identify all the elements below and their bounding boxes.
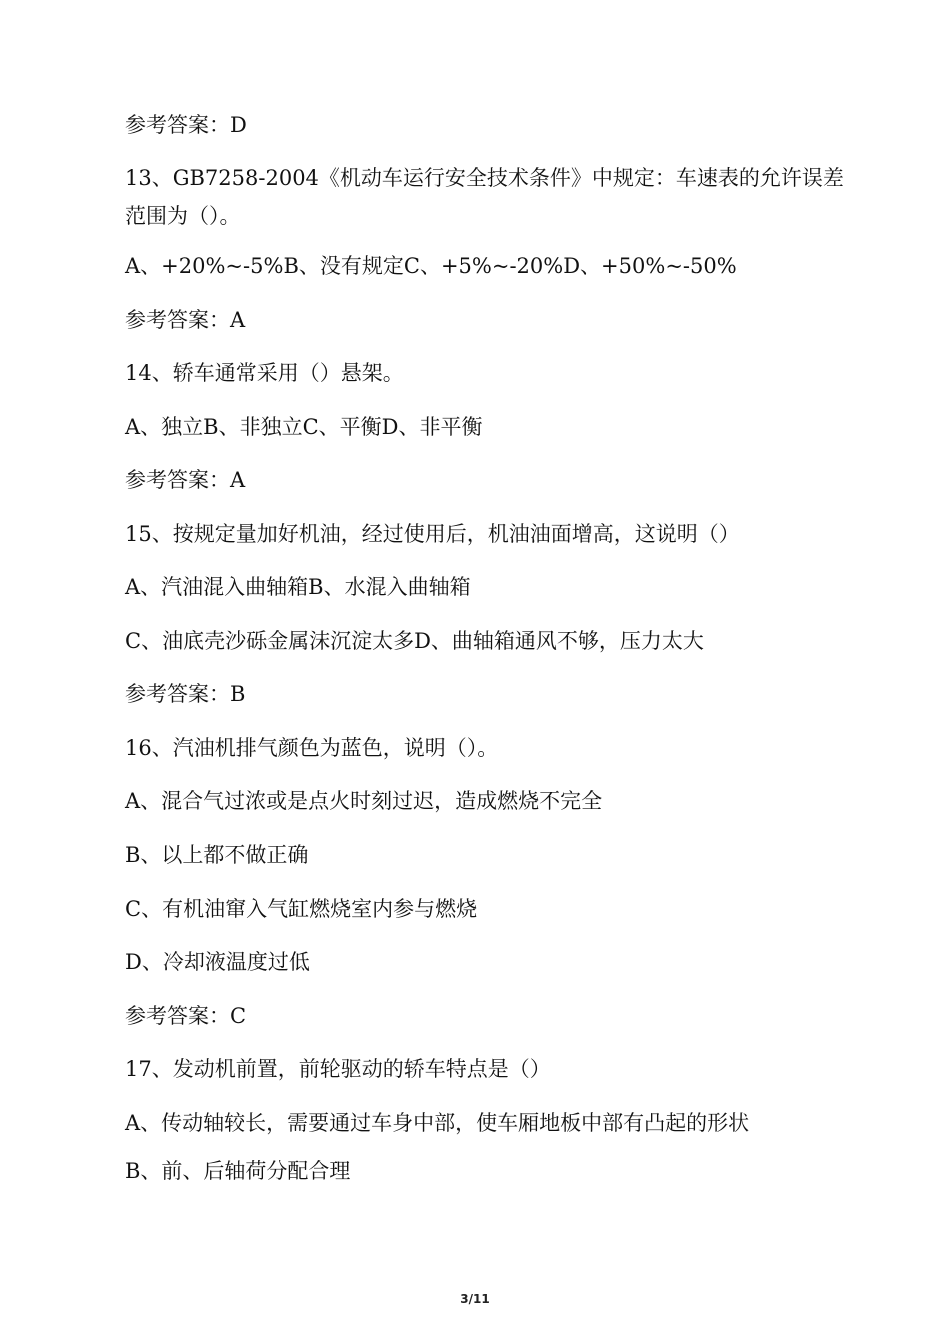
option-16-d: D、冷却液温度过低 — [125, 950, 310, 974]
answer-13: 参考答案：A — [125, 308, 246, 332]
answer-12: 参考答案：D — [125, 113, 247, 137]
question-15: 15、按规定量加好机油，经过使用后，机油油面增高，这说明（） — [125, 522, 740, 546]
question-16: 16、汽油机排气颜色为蓝色，说明（）。 — [125, 736, 499, 760]
question-17: 17、发动机前置，前轮驱动的轿车特点是（） — [125, 1057, 551, 1081]
options-13: A、+20%~-5%B、没有规定C、+5%~-20%D、+50%~-50% — [125, 254, 737, 278]
answer-14: 参考答案：A — [125, 468, 246, 492]
option-17-a: A、传动轴较长，需要通过车身中部，使车厢地板中部有凸起的形状 — [125, 1111, 750, 1135]
options-14: A、独立B、非独立C、平衡D、非平衡 — [125, 415, 483, 439]
question-13: 13、GB7258-2004《机动车运行安全技术条件》中规定：车速表的允许误差范围为（）。 — [125, 166, 844, 228]
answer-15: 参考答案：B — [125, 682, 246, 706]
option-16-a: A、混合气过浓或是点火时刻过迟，造成燃烧不完全 — [125, 789, 603, 813]
answer-16: 参考答案：C — [125, 1004, 247, 1028]
page-number: 3/11 — [460, 1292, 490, 1306]
option-16-b: B、以上都不做正确 — [125, 843, 309, 867]
question-14: 14、轿车通常采用（）悬架。 — [125, 361, 404, 385]
options-15-ab: A、汽油混入曲轴箱B、水混入曲轴箱 — [125, 575, 471, 599]
options-15-cd: C、油底壳沙砾金属沫沉淀太多D、曲轴箱通风不够，压力太大 — [125, 629, 704, 653]
option-17-b: B、前、后轴荷分配合理 — [125, 1159, 351, 1183]
option-16-c: C、有机油窜入气缸燃烧室内参与燃烧 — [125, 897, 478, 921]
